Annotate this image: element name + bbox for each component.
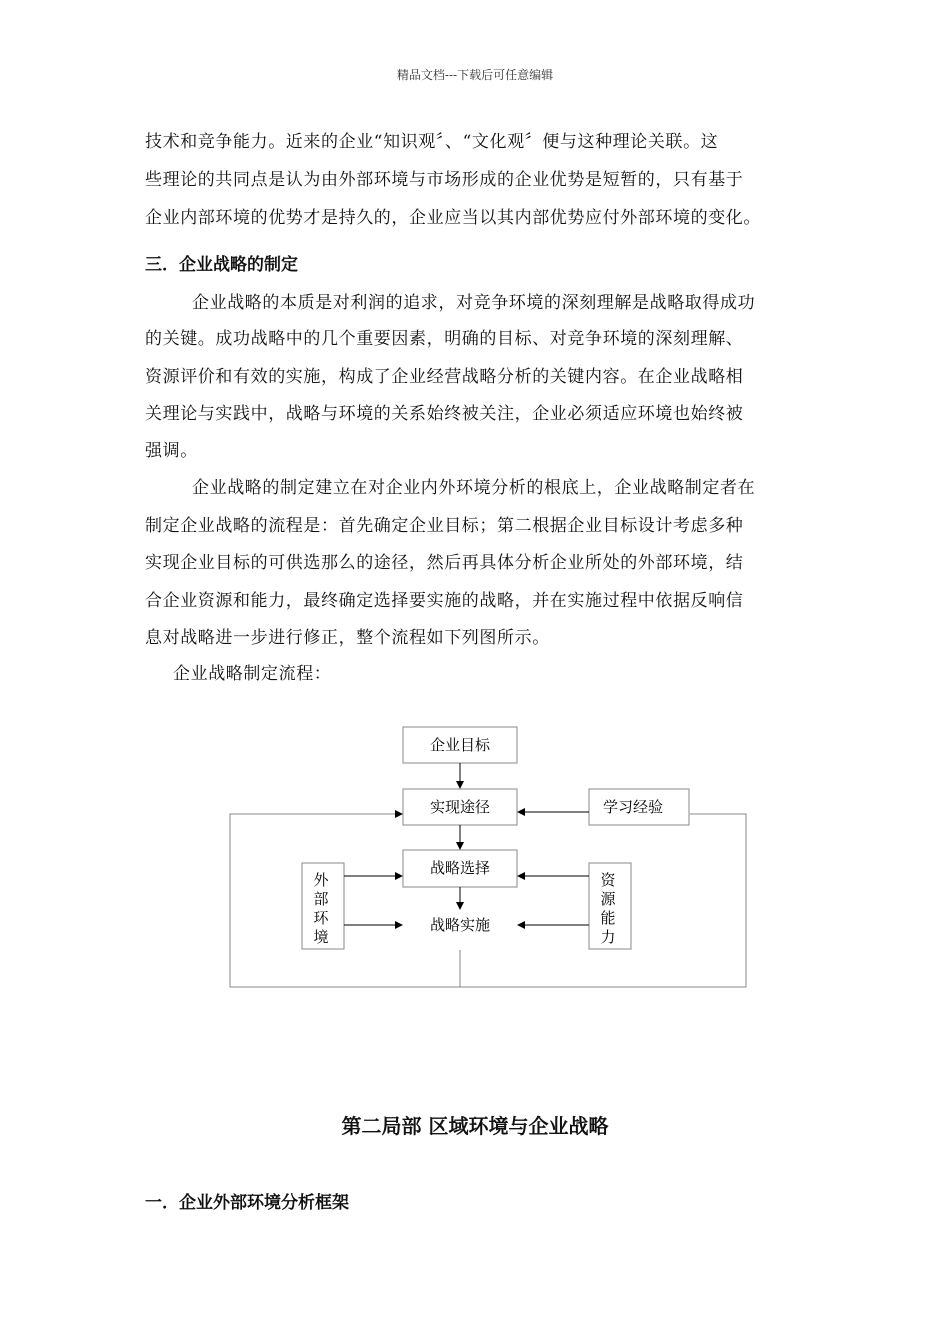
paragraph-line: 些理论的共同点是认为由外部环境与市场形成的企业优势是短暂的，只有基于 [145, 170, 744, 190]
choice-label: 战略选择 [429, 859, 491, 877]
paragraph-line: 技术和竞争能力。近来的企业“知识观〞、“文化观〞便与这种理论关联。这 [145, 132, 719, 152]
paragraph-line: 制定企业战略的流程是：首先确定企业目标；第二根据企业目标设计考虑多种 [145, 516, 744, 536]
paragraph-line: 强调。 [145, 441, 198, 461]
paragraph-line: 实现企业目标的可供选那么的途径，然后再具体分析企业所处的外部环境，结 [145, 553, 744, 573]
path-label: 实现途径 [429, 798, 491, 816]
paragraph-line: 资源评价和有效的实施，构成了企业经营战略分析的关键内容。在企业战略相 [145, 367, 744, 387]
paragraph-line: 企业战略的制定建立在对企业内外环境分析的根底上，企业战略制定者在 [192, 478, 756, 498]
resources-label-char: 力 [600, 928, 616, 946]
part-title: 第二局部 区域环境与企业战略 [341, 1114, 609, 1138]
implement-label: 战略实施 [429, 916, 491, 934]
feedback-loop-line [230, 814, 460, 987]
external-label-char: 外 [313, 871, 329, 889]
paragraph-line: 企业战略的本质是对利润的追求，对竞争环境的深刻理解是战略取得成功 [192, 293, 756, 313]
page-header: 精品文档---下载后可任意编辑 [396, 68, 554, 82]
resources-label-char: 资 [600, 871, 616, 889]
section-heading: 一．企业外部环境分析框架 [145, 1193, 349, 1213]
paragraph-line: 息对战略进一步进行修正，整个流程如下列图所示。 [145, 628, 550, 648]
paragraph-line: 关理论与实践中，战略与环境的关系始终被关注，企业必须适应环境也始终被 [145, 404, 744, 424]
diagram-caption: 企业战略制定流程： [173, 664, 332, 684]
external-label-char: 部 [313, 890, 329, 908]
learning-label: 学习经验 [602, 798, 664, 816]
paragraph-line: 合企业资源和能力，最终确定选择要实施的战略，并在实施过程中依据反响信 [145, 591, 744, 611]
external-label-char: 境 [313, 928, 329, 946]
external-label-char: 环 [313, 909, 329, 927]
paragraph-line: 企业内部环境的优势才是持久的，企业应当以其内部优势应付外部环境的变化。 [145, 208, 761, 228]
resources-label-char: 源 [600, 890, 616, 908]
resources-label-char: 能 [600, 909, 616, 927]
goal-label: 企业目标 [429, 736, 491, 754]
section-heading: 三．企业战略的制定 [145, 255, 298, 275]
paragraph-line: 的关键。成功战略中的几个重要因素，明确的目标、对竞争环境的深刻理解、 [145, 329, 744, 349]
